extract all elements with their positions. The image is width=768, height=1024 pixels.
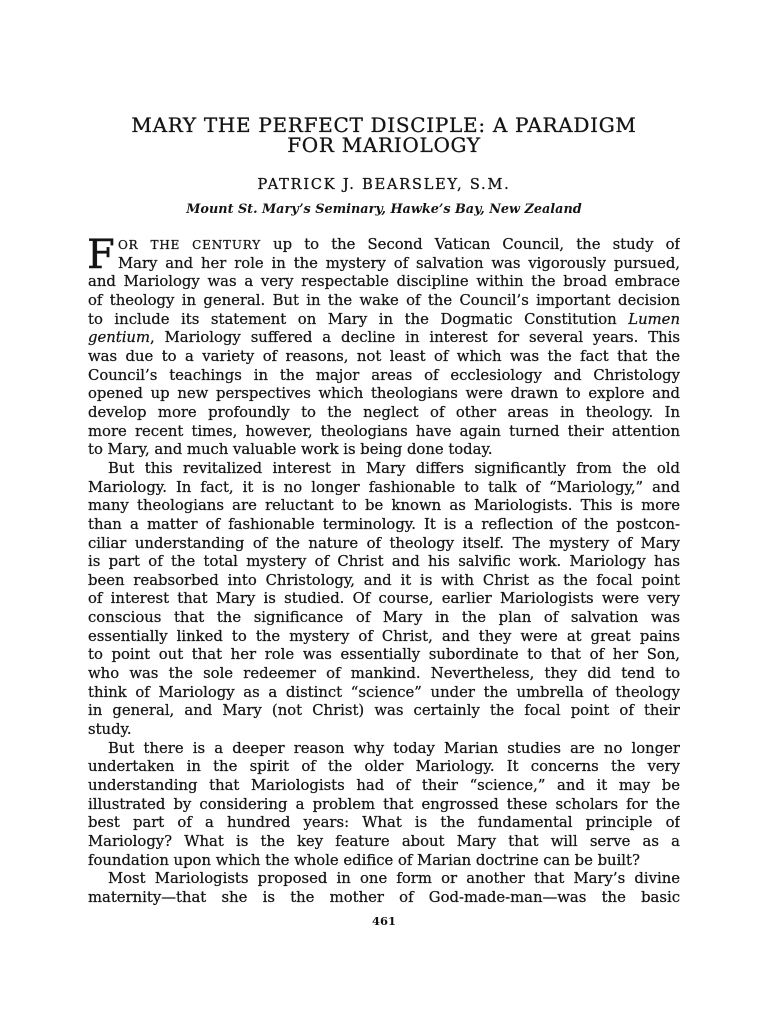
body-line: of theology in general. But in the wake of the Council’s important decision (88, 291, 680, 309)
body-line: conscious that the significance of Mary in the plan of salvation was (88, 609, 680, 627)
paragraph-3 (88, 740, 680, 871)
lead-in-small-caps: OR THE CENTURY (118, 238, 261, 252)
body-line: Most Mariologists proposed in one form or another that Mary’s divine (108, 870, 680, 888)
body-line: to point out that her role was essentially subordinate to that of her Son, (88, 646, 680, 664)
article-body (87, 232, 680, 908)
body-line: But this revitalized interest in Mary differs significantly from the old (108, 459, 680, 477)
body-line: opened up new perspectives which theologians were drawn to explore and (88, 385, 680, 403)
line-text: , Mariology suffered a decline in interest for several years. This (150, 329, 680, 347)
paragraph-2 (88, 460, 680, 740)
line-text: to include its statement on Mary in the Dogmatic Constitution (88, 310, 617, 328)
body-line: ciliar understanding of the nature of theology itself. The mystery of Mary (88, 534, 680, 552)
article-title-line-1: MARY THE PERFECT DISCIPLE: A PARADIGM (131, 113, 637, 137)
body-line: best part of a hundred years: What is the fundamental principle of (88, 814, 680, 832)
line-text: up to the Second Vatican Council, the study of (273, 236, 680, 253)
body-line: Mariology. In fact, it is no longer fashionable to talk of “Mariology,” and (88, 478, 680, 496)
article-title-line-2: FOR MARIOLOGY (287, 133, 481, 157)
body-line: essentially linked to the mystery of Christ, and they were at great pains (88, 627, 680, 645)
body-line: undertaken in the spirit of the older Mariology. It concerns the very (88, 758, 680, 776)
body-line: many theologians are reluctant to be known as Mariologists. This is more (88, 497, 680, 515)
body-line: Mary and her role in the mystery of salvation was vigorously pursued, (118, 254, 680, 272)
body-line (88, 236, 680, 255)
body-line: been reabsorbed into Christology, and it is with Christ as the focal point (88, 571, 680, 589)
body-line: Council’s teachings in the major areas of ecclesiology and Christology (88, 366, 680, 384)
body-line: was due to a variety of reasons, not least of which was the fact that the (88, 347, 680, 365)
body-line: to Mary, and much valuable work is being done today. (88, 441, 493, 459)
body-line: foundation upon which the whole edifice of Marian doctrine can be built? (88, 851, 640, 869)
body-line: of interest that Mary is studied. Of course, earlier Mariologists were very (88, 590, 680, 608)
body-line: more recent times, however, theologians have again turned their attention (88, 422, 680, 440)
body-line: But there is a deeper reason why today Marian studies are no longer (108, 739, 680, 757)
drop-cap: F (87, 232, 115, 278)
body-line: Mariology? What is the key feature about Mary that will serve as a (88, 833, 680, 850)
page-number: 461 (371, 914, 396, 928)
body-line (88, 329, 680, 348)
author-affiliation: Mount St. Mary’s Seminary, Hawke’s Bay, New Zealand (186, 202, 582, 217)
italic-title-word: Lumen (628, 310, 680, 328)
body-line: develop more profoundly to the neglect of other areas in theology. In (88, 403, 680, 421)
paragraph-4 (88, 870, 680, 907)
author-name: PATRICK J. BEARSLEY, S.M. (257, 177, 511, 193)
body-line: illustrated by considering a problem that engrossed these scholars for the (88, 795, 680, 813)
body-line: maternity—that she is the mother of God-made-man—was the basic (88, 888, 680, 906)
body-line (88, 311, 680, 330)
paragraph-1 (87, 232, 680, 460)
italic-title-word: gentium (88, 329, 150, 347)
body-line: than a matter of fashionable terminology. It is a reflection of the postcon- (88, 515, 680, 533)
body-line: who was the sole redeemer of mankind. Nevertheless, they did tend to (88, 665, 680, 683)
body-line: understanding that Mariologists had of their “science,” and it may be (88, 777, 680, 795)
body-line: is part of the total mystery of Christ and his salvific work. Mariology has (88, 553, 680, 571)
body-line: in general, and Mary (not Christ) was certainly the focal point of their (88, 702, 680, 720)
body-line: think of Mariology as a distinct “science” under the umbrella of theology (88, 683, 680, 701)
body-line: and Mariology was a very respectable discipline within the broad embrace (88, 273, 680, 291)
body-line: study. (88, 721, 132, 739)
